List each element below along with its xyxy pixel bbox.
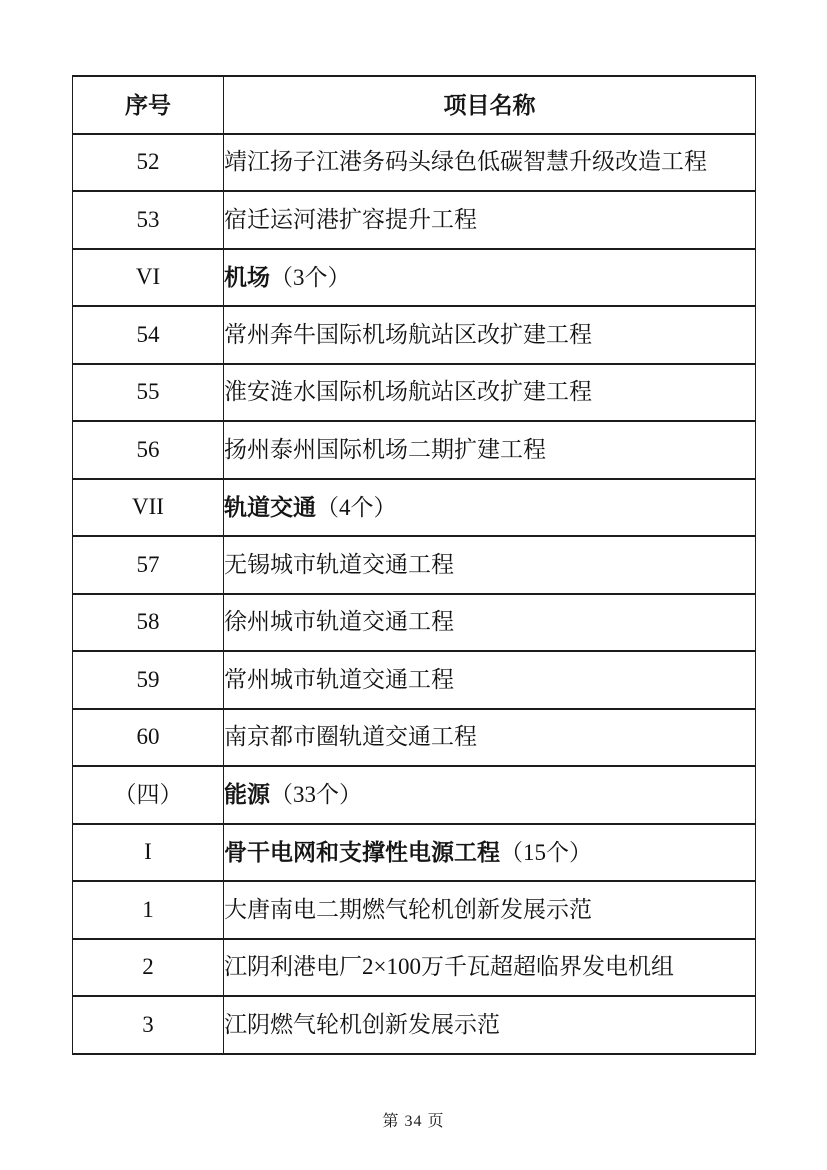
table-row <box>73 824 756 882</box>
table-row <box>73 536 756 594</box>
row-serial-number: 52 <box>73 134 224 192</box>
project-name-cell <box>224 536 756 594</box>
table-row <box>73 651 756 709</box>
section-count-text: （4个） <box>316 494 397 520</box>
page-number: 第 34 页 <box>382 1113 445 1130</box>
project-name-text: 南京都市圈轨道交通工程 <box>224 724 477 750</box>
table-body <box>73 134 756 1054</box>
table-row <box>73 594 756 652</box>
project-name-cell <box>224 306 756 364</box>
row-serial-number: 56 <box>73 421 224 479</box>
project-name-text: 常州城市轨道交通工程 <box>224 666 454 692</box>
row-serial-number: 53 <box>73 191 224 249</box>
row-serial-number: 60 <box>73 709 224 767</box>
project-name-text: 徐州城市轨道交通工程 <box>224 609 454 635</box>
section-title-text: 能源 <box>224 781 270 808</box>
project-name-cell <box>224 364 756 422</box>
row-serial-number: 55 <box>73 364 224 422</box>
project-name-text: 江阴燃气轮机创新发展示范 <box>224 1011 500 1037</box>
project-name-text: 淮安涟水国际机场航站区改扩建工程 <box>224 379 592 405</box>
table-row <box>73 766 756 824</box>
table-row <box>73 939 756 997</box>
section-title-text: 骨干电网和支撑性电源工程 <box>224 838 500 865</box>
table-row <box>73 306 756 364</box>
section-title-cell <box>224 766 756 824</box>
project-name-cell <box>224 191 756 249</box>
section-count-text: （33个） <box>270 782 362 808</box>
project-name-cell <box>224 939 756 997</box>
section-title-cell <box>224 479 756 537</box>
project-name-text: 宿迁运河港扩容提升工程 <box>224 206 477 232</box>
project-name-cell <box>224 881 756 939</box>
row-serial-number: 3 <box>73 996 224 1054</box>
header-cell-serial-number: 序号 <box>73 76 224 134</box>
row-serial-number: 59 <box>73 651 224 709</box>
project-name-text: 常州奔牛国际机场航站区改扩建工程 <box>224 321 592 347</box>
table-row <box>73 709 756 767</box>
row-serial-number: I <box>73 824 224 882</box>
project-name-cell <box>224 651 756 709</box>
project-name-cell <box>224 996 756 1054</box>
project-name-text: 大唐南电二期燃气轮机创新发展示范 <box>224 896 592 922</box>
section-count-text: （15个） <box>500 839 592 865</box>
section-title-text: 轨道交通 <box>224 493 316 520</box>
table-row <box>73 249 756 307</box>
row-serial-number: 57 <box>73 536 224 594</box>
table-row <box>73 364 756 422</box>
project-name-cell <box>224 421 756 479</box>
section-title-text: 机场 <box>224 263 270 290</box>
table-row <box>73 881 756 939</box>
section-count-text: （3个） <box>270 264 351 290</box>
section-title-cell <box>224 824 756 882</box>
project-name-cell <box>224 594 756 652</box>
row-serial-number: VI <box>73 249 224 307</box>
table-row <box>73 996 756 1054</box>
project-name-text: 无锡城市轨道交通工程 <box>224 551 454 577</box>
table-header-row <box>73 76 756 134</box>
table-row <box>73 191 756 249</box>
project-name-text: 江阴利港电厂2×100万千瓦超超临界发电机组 <box>224 954 674 980</box>
project-name-text: 靖江扬子江港务码头绿色低碳智慧升级改造工程 <box>224 149 707 175</box>
project-name-cell <box>224 134 756 192</box>
table-row <box>73 479 756 537</box>
project-list-table <box>72 75 756 1055</box>
table-row <box>73 134 756 192</box>
section-title-cell <box>224 249 756 307</box>
project-name-cell <box>224 709 756 767</box>
project-name-text: 扬州泰州国际机场二期扩建工程 <box>224 436 546 462</box>
header-cell-project-name: 项目名称 <box>224 76 756 134</box>
table-row <box>73 421 756 479</box>
row-serial-number: （四） <box>73 766 224 824</box>
row-serial-number: 1 <box>73 881 224 939</box>
row-serial-number: 2 <box>73 939 224 997</box>
row-serial-number: VII <box>73 479 224 537</box>
row-serial-number: 54 <box>73 306 224 364</box>
row-serial-number: 58 <box>73 594 224 652</box>
